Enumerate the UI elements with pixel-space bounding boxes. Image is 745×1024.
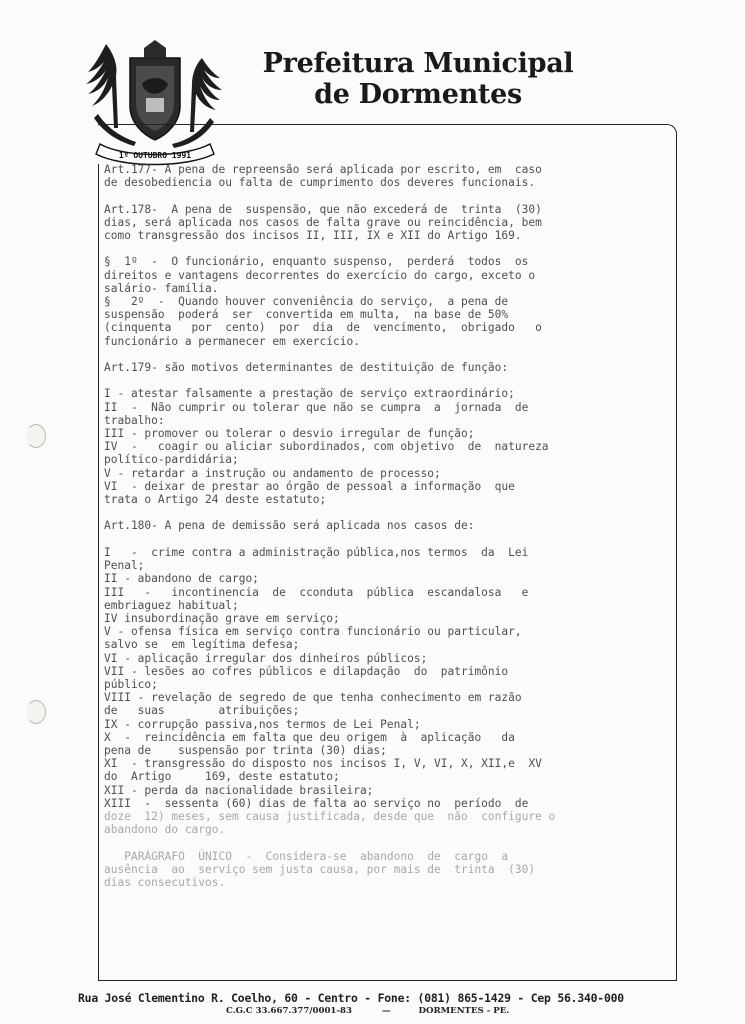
document-line: Art.177- A pena de repreensão será aplicada por escrito, em caso	[104, 163, 542, 176]
title-line-1: Prefeitura Municipal	[262, 48, 574, 79]
document-line: § 2º - Quando houver conveniência do serviço, a pena de	[104, 295, 509, 309]
document-line: Art.179- são motivos determinantes de destituição de função:	[104, 361, 509, 375]
document-line: VIII - revelação de segredo de que tenha conhecimento em razão	[104, 691, 522, 705]
document-body	[104, 163, 676, 889]
document-line: VI - deixar de prestar ao órgão de pessoal a informação que	[104, 479, 515, 493]
crest-ribbon-text: 1º OUTUBRO 1991	[118, 151, 192, 160]
document-line: Art.180- A pena de demissão será aplicada nos casos de:	[104, 519, 475, 533]
document-line	[104, 189, 676, 202]
document-line: de suas atribuições;	[104, 704, 300, 718]
title-line-2: de Dormentes	[314, 79, 522, 110]
punch-hole-top	[26, 424, 46, 448]
document-line: pena de suspensão por trinta (30) dias;	[104, 743, 387, 757]
footer-cgc: C.G.C 33.667.377/0001-83	[226, 1006, 352, 1016]
document-line: trata o Artigo 24 deste estatuto;	[104, 493, 327, 507]
document-line: dias, será aplicada nos casos de falta grave ou reincidência, bem	[104, 215, 542, 229]
document-line: público;	[104, 677, 158, 691]
footer-address: Rua José Clementino R. Coelho, 60 - Centro - Fone: (081) 865-1429 - Cep 56.340-000	[78, 991, 624, 1005]
document-line	[104, 836, 676, 849]
document-line: salvo se em legítima defesa;	[104, 638, 300, 652]
document-line: V - retardar a instrução ou andamento de processo;	[104, 466, 441, 480]
document-line	[104, 533, 676, 546]
document-line: VI - aplicação irregular dos dinheiros públicos;	[104, 651, 428, 665]
page-title	[248, 48, 588, 110]
document-line: doze 12) meses, sem causa justificada, desde que não configure o	[104, 809, 556, 823]
document-line: V - ofensa física em serviço contra funcionário ou particular,	[104, 625, 522, 639]
document-line: III - incontinencia de cconduta pública escandalosa e	[104, 585, 529, 599]
document-line: como transgressão dos incisos II, III, IX e XII do Artigo 169.	[104, 229, 522, 243]
document-line: ausência ao serviço sem justa causa, por mais de trinta (30)	[104, 862, 536, 876]
document-line: suspensão poderá ser convertida em multa, na base de 50%	[104, 308, 509, 322]
document-line: Art.178- A pena de suspensão, que não excederá de trinta (30)	[104, 202, 542, 216]
document-line	[104, 242, 676, 255]
document-line: político-pardidária;	[104, 453, 239, 467]
document-line: embriaguez habitual;	[104, 598, 239, 612]
document-line: (cinquenta por cento) por dia de vencimento, obrigado o	[104, 321, 542, 335]
footer-city: DORMENTES - PE.	[418, 1006, 510, 1016]
document-line: funcionário a permanecer em exercício.	[104, 334, 360, 348]
document-line: XIII - sessenta (60) dias de falta ao serviço no período de	[104, 796, 529, 810]
document-line	[104, 348, 676, 361]
footer-dash: —	[381, 1006, 391, 1016]
document-line: dias consecutivos.	[104, 875, 226, 889]
document-line	[104, 374, 676, 387]
document-frame-left-border	[98, 164, 99, 980]
document-line: I - atestar falsamente a prestação de serviço extraordinário;	[104, 387, 515, 401]
document-line: XII - perda da nacionalidade brasileira;	[104, 783, 374, 797]
document-line: VII - lesões ao cofres públicos e dilapdação do patrimônio	[104, 664, 509, 678]
document-line: abandono do cargo.	[104, 823, 226, 837]
document-frame-bottom-border	[98, 980, 677, 981]
punch-hole-bottom	[26, 700, 46, 724]
footer-registration	[226, 1006, 546, 1016]
document-line: de desobediencia ou falta de cumprimento dos deveres funcionais.	[104, 176, 536, 190]
document-line: do Artigo 169, deste estatuto;	[104, 770, 340, 784]
document-line: IX - corrupção passiva,nos termos de Lei Penal;	[104, 717, 421, 731]
document-line: trabalho:	[104, 413, 165, 427]
document-line: salário- família.	[104, 281, 219, 295]
document-line: § 1º - O funcionário, enquanto suspenso, perderá todos os	[104, 255, 529, 269]
document-line: IV insubordinação grave em serviço;	[104, 611, 340, 625]
document-line: direitos e vantagens decorrentes do exercício do cargo, exceto o	[104, 268, 536, 282]
document-line	[104, 506, 676, 519]
document-line: X - reincidência em falta que deu origem à aplicação da	[104, 730, 515, 744]
document-line: XI - transgressão do disposto nos incisos I, V, VI, X, XII,e XV	[104, 757, 542, 771]
document-line: II - Não cumprir ou tolerar que não se cumpra a jornada de	[104, 400, 529, 414]
document-line: II - abandono de cargo;	[104, 572, 259, 586]
document-line: PARÁGRAFO ÚNICO - Considera-se abandono de cargo a	[104, 849, 509, 863]
document-line: I - crime contra a administração pública,nos termos da Lei	[104, 545, 529, 559]
document-line: III - promover ou tolerar o desvio irregular de função;	[104, 427, 475, 441]
document-line: IV - coagir ou aliciar subordinados, com objetivo de natureza	[104, 440, 549, 454]
document-line: Penal;	[104, 559, 145, 573]
